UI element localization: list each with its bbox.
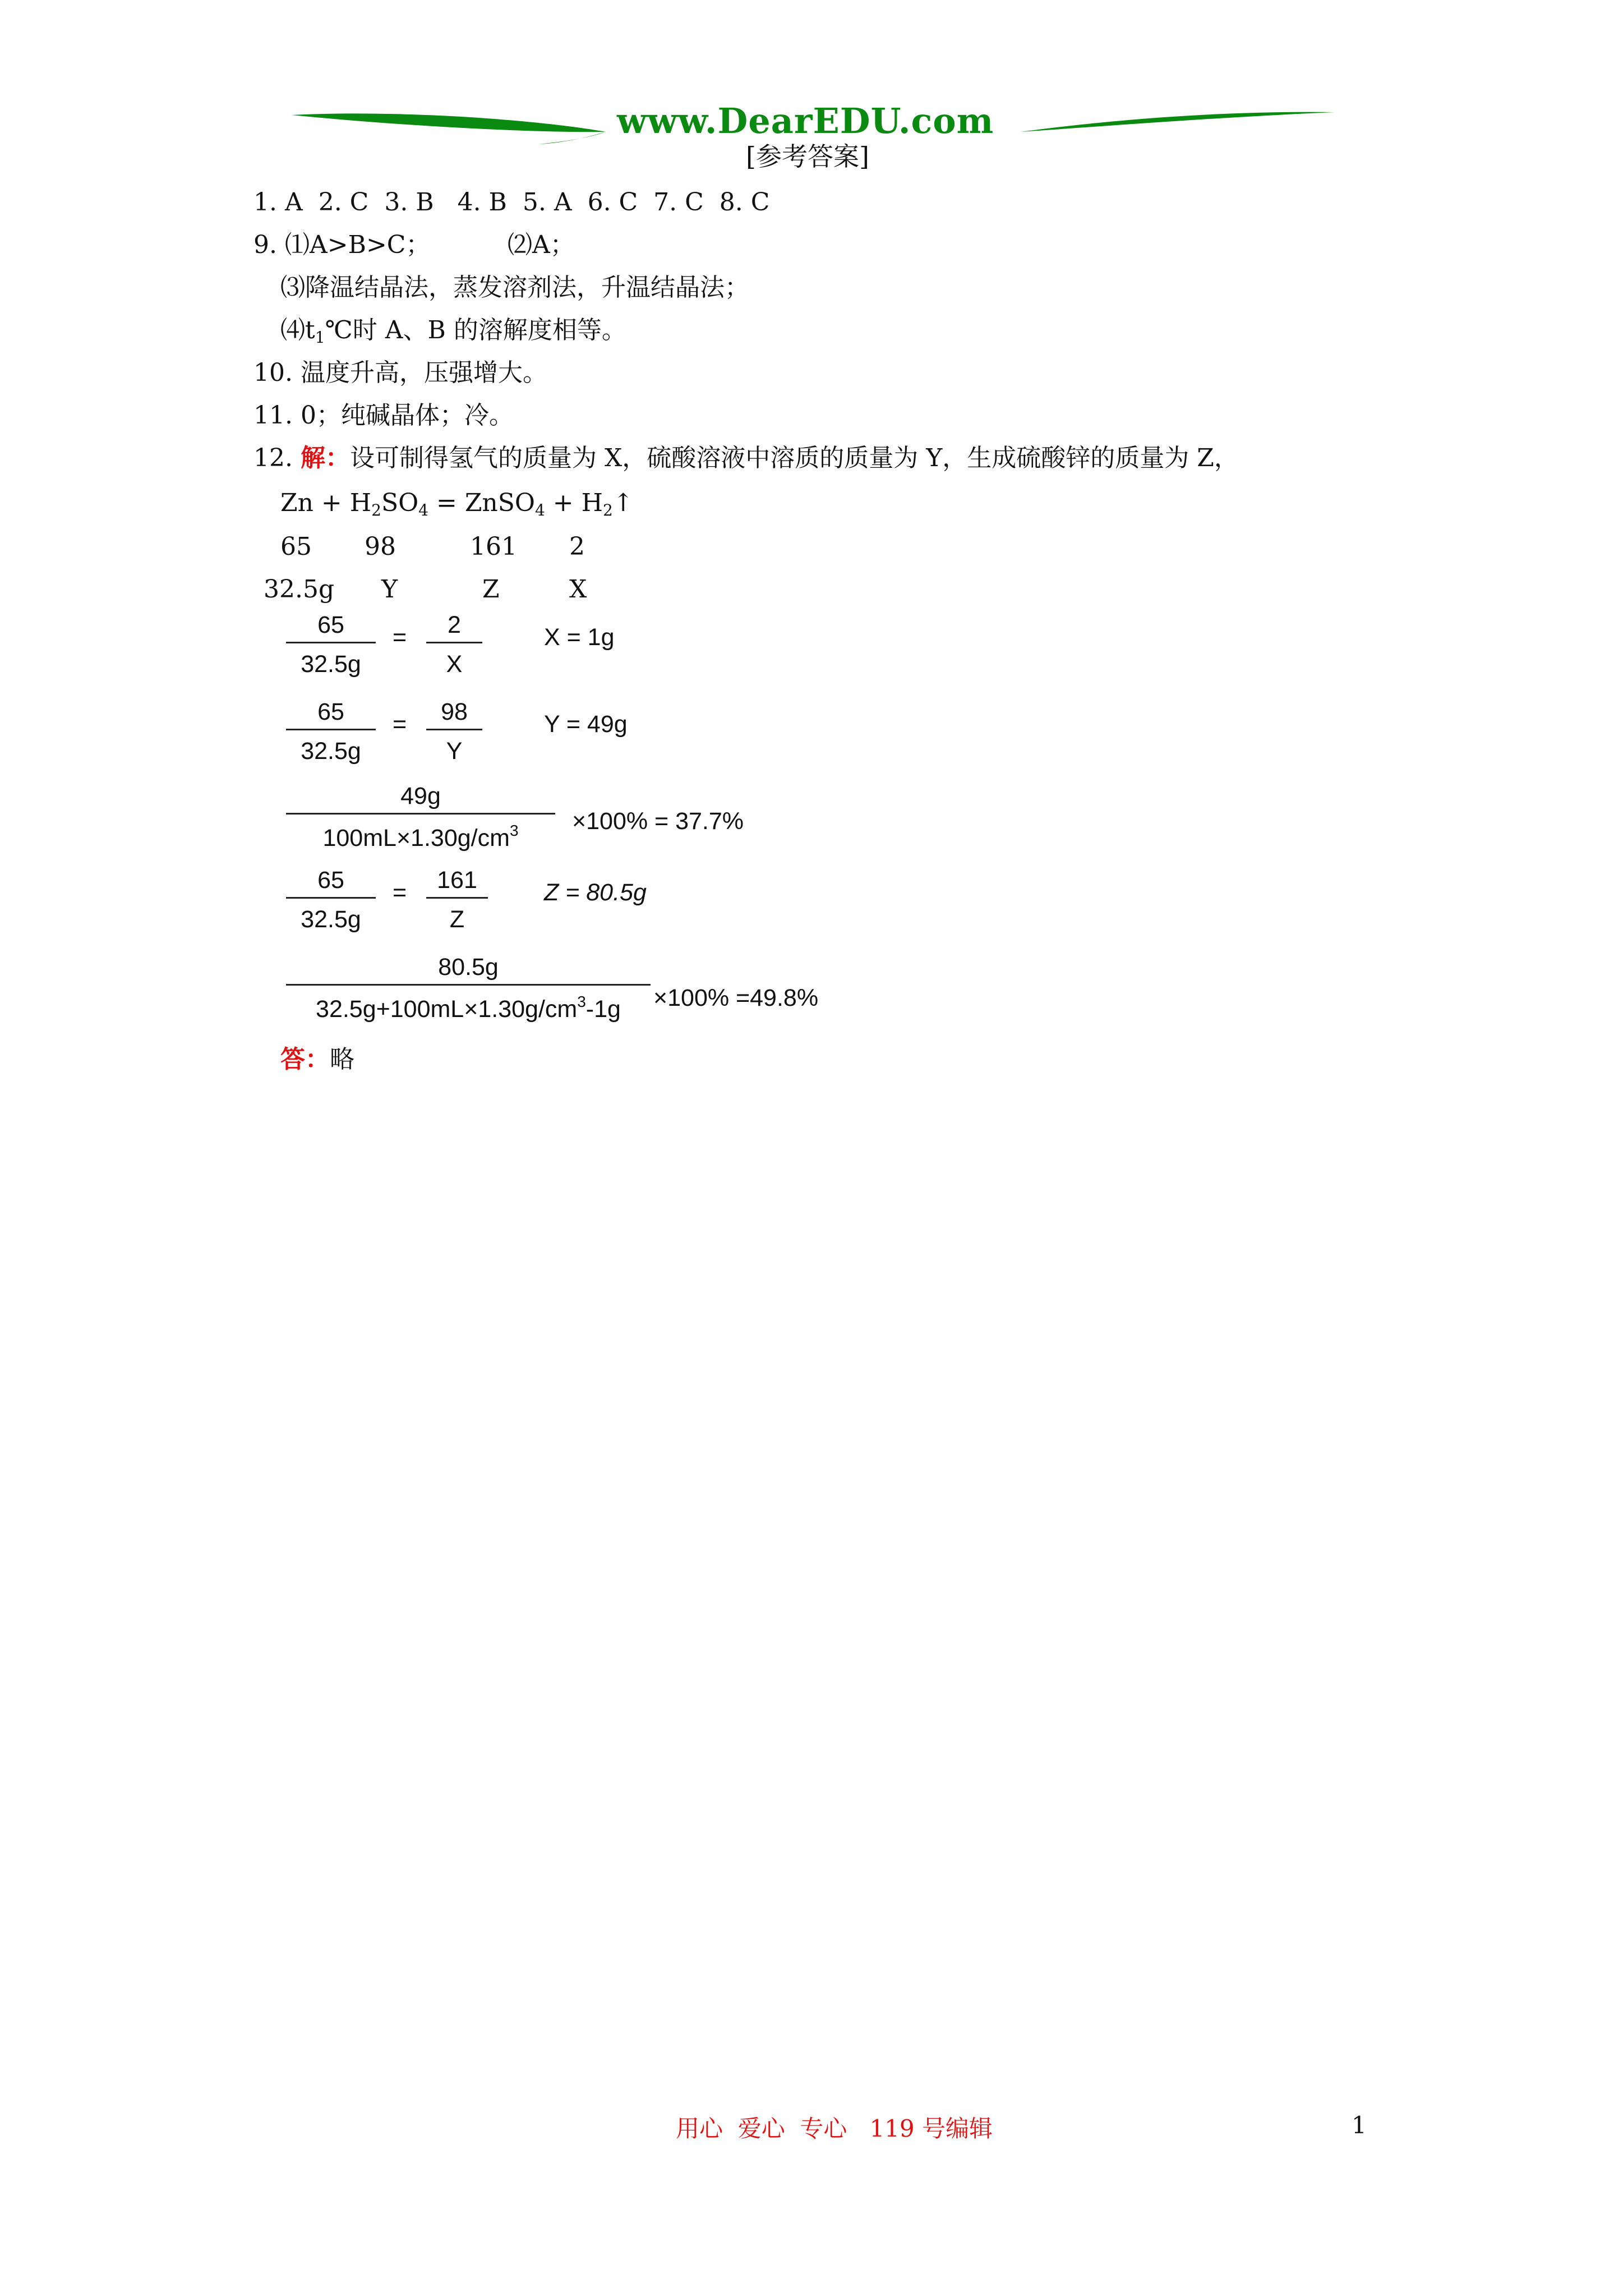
molar-mass-zn: 65 bbox=[280, 532, 312, 561]
fraction-1-equals: = bbox=[393, 624, 407, 651]
fraction-1-left: 65 32.5g bbox=[286, 611, 376, 684]
quantity-znso4: Z bbox=[482, 575, 500, 604]
quantity-zn: 32.5g bbox=[264, 575, 335, 604]
fraction-4-result: Z = 80.5g bbox=[544, 879, 647, 906]
fraction-1-result: X = 1g bbox=[544, 624, 615, 651]
solution-label: 解： bbox=[300, 444, 350, 472]
molar-mass-znso4: 161 bbox=[470, 532, 517, 561]
fraction-4-left: 65 32.5g bbox=[286, 867, 376, 940]
footer-credit: 用心 爱心 专心 119 号编辑 bbox=[676, 2115, 993, 2142]
page-title: [参考答案] bbox=[746, 141, 869, 172]
answer-9-part1: 9. ⑴A>B>C； bbox=[253, 231, 431, 259]
answer-9-part4: $⑷t_1℃$时 A、B 的溶解度相等。 bbox=[280, 316, 626, 347]
site-logo-text: www.DearEDU.com bbox=[617, 100, 994, 141]
conclusion: 答：略 bbox=[280, 1045, 354, 1074]
answer-10: 10. 温度升高，压强增大。 bbox=[253, 358, 547, 387]
fraction-5: 80.5g $32.5g+100mL\times 1.30g/cm^3-1g$ bbox=[286, 954, 651, 1032]
answer-11: 11. 0；纯碱晶体；冷。 bbox=[253, 401, 514, 430]
fraction-2-left: 65 32.5g bbox=[286, 698, 376, 771]
fraction-4-equals: = bbox=[393, 879, 407, 906]
answer-9-part2: ⑵A； bbox=[508, 231, 575, 259]
quantity-h2: X bbox=[569, 575, 587, 604]
answer-9-part3: ⑶降温结晶法，蒸发溶剂法，升温结晶法； bbox=[280, 273, 749, 302]
chemical-equation: $Zn + H_2SO_4$ = ZnSO$_4$ + $H_2↑$ bbox=[280, 489, 634, 519]
page-number: 1 bbox=[1352, 2111, 1367, 2139]
fraction-2-equals: = bbox=[393, 711, 407, 738]
fraction-2-result: Y = 49g bbox=[544, 711, 628, 738]
molar-mass-h2: 2 bbox=[569, 532, 585, 561]
answer-label: 答： bbox=[280, 1045, 330, 1074]
quantity-h2so4: Y bbox=[381, 575, 398, 604]
answer-line-1-8: 1. A 2. C 3. B 4. B 5. A 6. C 7. C 8. C bbox=[253, 188, 770, 217]
fraction-5-result: ×100% =49.8% bbox=[653, 984, 819, 1011]
molar-mass-h2so4: 98 bbox=[365, 532, 396, 561]
fraction-3-result: ×100% = 37.7% bbox=[572, 808, 744, 835]
fraction-4-right: 161 Z bbox=[426, 867, 488, 940]
answer-12-intro: 12. 解：设可制得氢气的质量为 X，硫酸溶液中溶质的质量为 Y，生成硫酸锌的质量为 Z， bbox=[253, 444, 1239, 472]
fraction-3: 49g $100mL\times 1.30g/cm^3$ bbox=[286, 783, 555, 861]
fraction-2-right: 98 Y bbox=[426, 698, 482, 771]
fraction-1-right: 2 X bbox=[426, 611, 482, 684]
